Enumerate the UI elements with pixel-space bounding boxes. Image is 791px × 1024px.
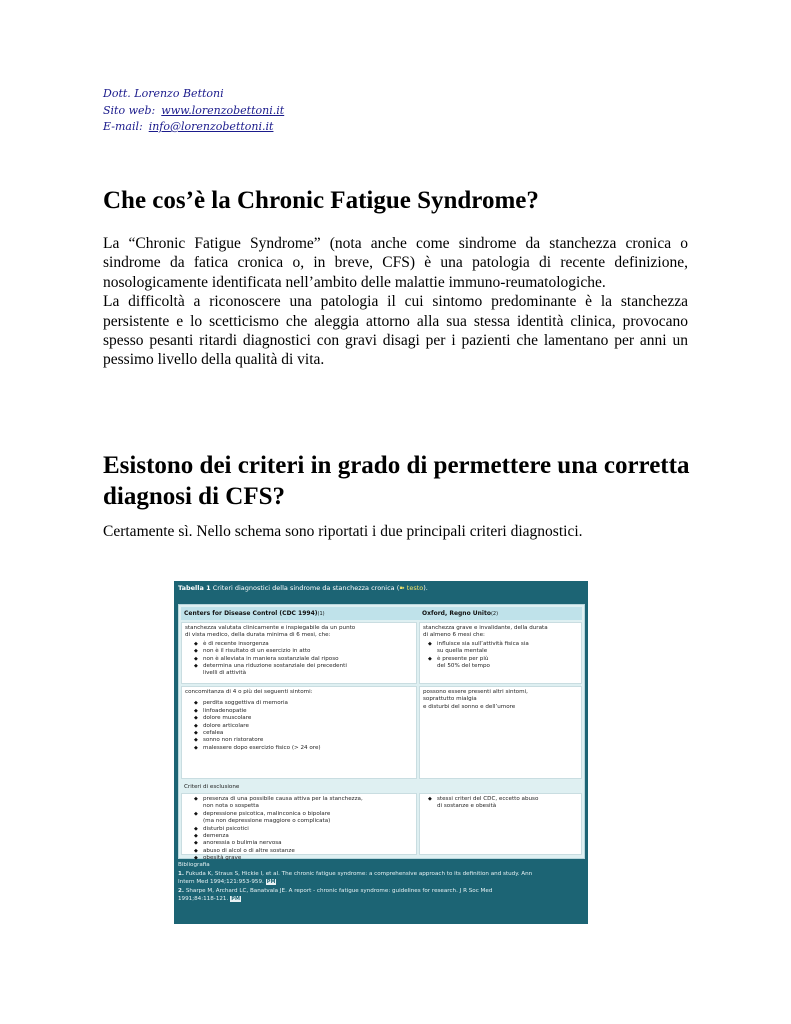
list-item: ◆ obesità grave xyxy=(203,855,413,862)
exclusion-criteria-label: Criteri di esclusione xyxy=(181,782,582,792)
list-item: ◆ perdita soggettiva di memoria xyxy=(203,700,413,707)
list-item: ◆ stessi criteri del CDC, eccetto abuso di sostanze e obesità xyxy=(437,796,578,811)
list-item: ◆ cefalea xyxy=(203,730,413,737)
list-item: ◆ demenza xyxy=(203,833,413,840)
list-item: ◆ depressione psicotica, malinconica o bipolare (ma non depressione maggiore o complicata) xyxy=(203,811,413,826)
list-item: ◆ dolore muscolare xyxy=(203,715,413,722)
list-item-continuation: livelli di attività xyxy=(203,670,247,677)
section-title-criteria: Esistono dei criteri in grado di permettere una corretta diagnosi di CFS? xyxy=(103,452,690,510)
header-cdc: Centers for Disease Control (CDC 1994)(1) xyxy=(184,610,325,617)
list-item: ◆ influisce sia sull’attività fisica sia su quella mentale xyxy=(437,641,578,656)
cdc-fatigue-intro-2: di vista medico, della durata minima di 6 mesi, che: xyxy=(185,632,331,639)
cdc-exclusion-list xyxy=(185,796,413,863)
table-caption-text: Criteri diagnostici della sindrome da stanchezza cronica ( xyxy=(212,584,400,592)
author-header xyxy=(103,86,284,136)
list-item: ◆ dolore articolare xyxy=(203,723,413,730)
list-item: ◆ abuso di alcol o di altre sostanze xyxy=(203,848,413,855)
bibliography-entry: 1. Fukuda K, Straus S, Hickie I, et al. The chronic fatigue syndrome: a comprehensive approach to its definition and study. Ann Intern Med 1994;121:953-959. PM xyxy=(178,870,533,886)
cell-cdc-fatigue xyxy=(181,622,417,684)
cdc-fatigue-intro-1: stanchezza valutata clinicamente e inspiegabile da un punto xyxy=(185,625,356,631)
table-header-row xyxy=(181,607,582,620)
list-item: ◆ sonno non ristoratore xyxy=(203,737,413,744)
oxford-fatigue-intro-2: di almeno 6 mesi che: xyxy=(423,632,485,639)
email-link[interactable]: info@lorenzobettoni.it xyxy=(148,120,274,133)
section-title-cfs: Che cos’è la Chronic Fatigue Syndrome? xyxy=(103,187,539,214)
email-label: E-mail: xyxy=(103,120,143,133)
email-line xyxy=(103,119,284,136)
intro-text xyxy=(103,234,688,370)
list-item: ◆ determina una riduzione sostanziale dei precedenti xyxy=(203,663,413,670)
list-item: ◆ disturbi psicotici xyxy=(203,826,413,833)
list-item: ◆ non è il risultato di un esercizio in atto xyxy=(203,648,413,655)
criteria-paragraph: Certamente sì. Nello schema sono riportati i due principali criteri diagnostici. xyxy=(103,523,583,540)
table-caption-end: ). xyxy=(423,584,428,592)
table-caption-label: Tabella 1 xyxy=(178,584,211,592)
bibliography-entry: 2. Sharpe M, Archard LC, Banatvala JE. A report - chronic fatigue syndrome: guidelines for research. J R Soc Med 1991;84:118-121. PM xyxy=(178,887,493,903)
list-item: ◆ malessere dopo esercizio fisico (> 24 ore) xyxy=(203,745,413,752)
list-item: ◆ non è alleviata in maniera sostanziale dal riposo xyxy=(203,656,413,663)
pubmed-link-icon[interactable]: PM xyxy=(266,879,276,886)
cell-oxford-symptoms xyxy=(419,686,582,779)
bibliography xyxy=(178,861,584,904)
criteria-intro-text xyxy=(103,522,688,541)
criteria-table-figure xyxy=(174,581,588,924)
oxford-symptoms-line-1: possono essere presenti altri sintomi, xyxy=(423,689,528,695)
oxford-symptoms-line-3: e disturbi del sonno e dell’umore xyxy=(423,703,516,710)
website-label: Sito web: xyxy=(103,103,156,117)
intro-paragraph-1: La “Chronic Fatigue Syndrome” (nota anche come sindrome da stanchezza cronica o sindrome da fatica cronica o, in breve, CFS) è una patologia di recente definizione, nosologicamente identificata nell’ambito delle malattie immuno-reumatologiche. xyxy=(103,235,688,291)
website-line xyxy=(103,103,284,120)
criteria-table xyxy=(178,604,585,862)
cdc-fatigue-list xyxy=(185,641,413,678)
pubmed-link-icon[interactable]: PM xyxy=(231,896,240,903)
author-name: Dott. Lorenzo Bettoni xyxy=(103,87,224,100)
list-item: ◆ anoressia o bulimia nervosa xyxy=(203,840,413,847)
oxford-fatigue-list xyxy=(423,641,578,671)
table-caption xyxy=(178,584,428,592)
cell-cdc-symptoms xyxy=(181,686,417,779)
oxford-fatigue-intro-1: stanchezza grave e invalidante, della durata xyxy=(423,625,548,631)
cell-oxford-fatigue xyxy=(419,622,582,684)
list-item: ◆ linfoadenopatie xyxy=(203,708,413,715)
table-caption-link[interactable]: testo xyxy=(406,584,424,592)
bibliography-title: Bibliografia xyxy=(178,862,210,868)
oxford-symptoms-line-2: soprattutto mialgia xyxy=(423,696,477,703)
list-item: ◆ è presente per più del 50% del tempo xyxy=(437,656,578,671)
header-oxford: Oxford, Regno Unito(2) xyxy=(422,610,499,617)
website-link[interactable]: www.lorenzobettoni.it xyxy=(161,103,285,117)
text-link-icon: ➽ xyxy=(399,584,405,592)
list-item: ◆ è di recente insorgenza xyxy=(203,641,413,648)
intro-paragraph-2: La difficoltà a riconoscere una patologia il cui sintomo predominante è la stanchezza persistente e lo scetticismo che aleggia attorno alla sua stessa identità clinica, provocano spesso pesanti ritardi diagnostici con gravi disagi per i pazienti che lamentano per anni un pessimo livello della qualità di vita. xyxy=(103,293,688,369)
cell-cdc-exclusion xyxy=(181,793,417,862)
cell-oxford-exclusion xyxy=(419,793,582,855)
list-item: ◆ presenza di una possibile causa attiva per la stanchezza, non nota o sospetta xyxy=(203,796,413,811)
cdc-symptoms-list xyxy=(185,700,413,752)
cdc-symptoms-intro: concomitanza di 4 o più dei seguenti sintomi: xyxy=(185,689,313,695)
oxford-exclusion-list xyxy=(423,796,578,811)
